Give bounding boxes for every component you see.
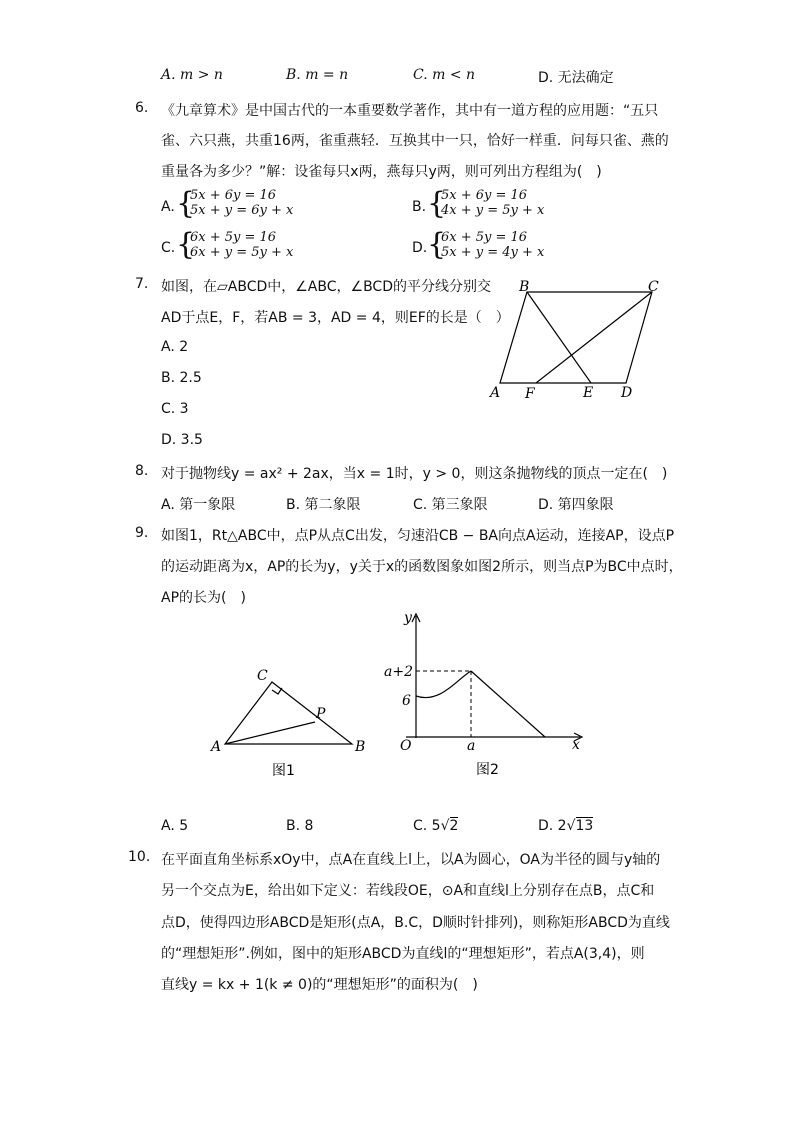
q9-number: 9. — [135, 525, 149, 541]
sqrt-symbol: √ — [440, 818, 450, 834]
label-d: D — [621, 385, 633, 401]
fig2-x-label: x — [572, 737, 580, 753]
q10-line-1: 在平面直角坐标系xOy中，点A在直线上l上，以A为圆心，OA为半径的圆与y轴的 — [161, 852, 661, 868]
label-a: A — [490, 385, 501, 401]
q9-option-d — [538, 818, 593, 834]
label-e: E — [583, 385, 594, 401]
fig1-label-a: A — [211, 739, 222, 755]
q6-option-c-brace: { — [176, 227, 196, 262]
q7-line-1: 如图，在▱ABCD中，∠ABC，∠BCD的平分线分别交 — [161, 279, 491, 295]
fig2-six-label: 6 — [402, 693, 411, 709]
fig2-caption: 图2 — [476, 762, 499, 778]
q5-option-b: B. m = n — [286, 67, 349, 83]
q7-line-2: AD于点E，F，若AB = 3，AD = 4，则EF的长是（ ） — [161, 310, 510, 326]
fig1-label-b: B — [355, 739, 366, 755]
q6-option-b-eq2: 4x + y = 5y + x — [441, 203, 545, 218]
q6-option-b-brace: { — [427, 186, 447, 221]
q6-option-b-eq1: 5x + 6y = 16 — [441, 188, 528, 203]
q7-option-a: A. 2 — [161, 339, 189, 355]
q9-option-c-radicand: 2 — [449, 818, 459, 834]
q9-option-d-prefix: D. 2 — [538, 818, 567, 834]
sqrt-symbol: √ — [566, 818, 576, 834]
q7-option-b: B. 2.5 — [161, 370, 202, 386]
bisector-cf — [536, 292, 652, 383]
q6-option-c-label: C. — [161, 240, 176, 256]
q7-option-d: D. 3.5 — [161, 432, 203, 448]
q10-line-5: 直线y = kx + 1(k ≠ 0)的“理想矩形”的面积为( ) — [161, 977, 478, 993]
q10-line-2: 另一个交点为E，给出如下定义：若线段OE，⊙A和直线l上分别存在点B，点C和 — [161, 883, 655, 899]
q6-option-d-brace: { — [427, 227, 447, 262]
label-f: F — [525, 386, 535, 402]
q9-option-c-prefix: C. 5 — [413, 818, 441, 834]
fig1-label-p: P — [316, 706, 326, 722]
fig2-origin-label: O — [400, 738, 412, 754]
q6-option-a-brace: { — [176, 186, 196, 221]
q5-option-a: A. m > n — [161, 67, 223, 83]
q9-figure-2 — [380, 608, 595, 783]
q7-number: 7. — [135, 276, 149, 292]
label-c: C — [648, 279, 659, 295]
q6-option-d-eq1: 6x + 5y = 16 — [441, 230, 528, 245]
fig2-a-label: a — [467, 738, 476, 754]
q9-line-2: 的运动距离为x，AP的长为y，y关于x的函数图象如图2所示，则当点P为BC中点时， — [161, 559, 683, 575]
q8-number: 8. — [135, 463, 149, 479]
q9-line-3: AP的长为( ) — [161, 590, 246, 606]
q8-line-1: 对于抛物线y = ax² + 2ax，当x = 1时，y > 0，则这条抛物线的顶点一定在( ) — [161, 466, 668, 482]
q9-figure-1 — [200, 660, 380, 785]
q6-line-2: 雀、六只燕，共重16两，雀重燕轻．互换其中一只，恰好一样重．问每只雀、燕的 — [161, 133, 669, 149]
q9-option-c — [413, 818, 458, 834]
q8-option-d: D. 第四象限 — [538, 497, 614, 513]
q6-option-d-eq2: 5x + y = 4y + x — [441, 245, 545, 260]
q8-option-b: B. 第二象限 — [286, 497, 361, 513]
label-b: B — [519, 279, 530, 295]
fig2-y-label: y — [404, 610, 412, 626]
bisector-be — [527, 292, 591, 383]
q6-option-a-eq2: 5x + y = 6y + x — [190, 203, 294, 218]
fig1-label-c: C — [257, 668, 268, 684]
q7-option-c: C. 3 — [161, 401, 189, 417]
q9-option-d-radicand: 13 — [575, 818, 594, 834]
q10-line-4: 的“理想矩形”.例如，图中的矩形ABCD为直线l的“理想矩形”，若点A(3,4)，则 — [161, 946, 645, 962]
triangle-abc — [225, 682, 352, 744]
q9-option-a: A. 5 — [161, 818, 189, 834]
q8-option-a: A. 第一象限 — [161, 497, 236, 513]
q10-line-3: 点D，使得四边形ABCD是矩形(点A，B.C，D顺时针排列)，则称矩形ABCD为直线 — [161, 915, 670, 931]
q6-line-1: 《九章算术》是中国古代的一本重要数学著作，其中有一道方程的应用题：“五只 — [161, 103, 659, 119]
q6-option-b-label: B. — [412, 199, 427, 215]
q8-option-c: C. 第三象限 — [413, 497, 488, 513]
decreasing-segment — [471, 671, 545, 737]
q6-line-3: 重量各为多少？”解：设雀每只x两，燕每只y两，则可列出方程组为( ) — [161, 164, 602, 180]
q9-option-b: B. 8 — [286, 818, 314, 834]
curve-segment — [416, 671, 471, 698]
q6-option-a-eq1: 5x + 6y = 16 — [190, 188, 277, 203]
q6-option-c-eq2: 6x + y = 5y + x — [190, 245, 294, 260]
q10-number: 10. — [128, 849, 151, 865]
parallelogram-abcd — [500, 292, 652, 383]
q6-number: 6. — [135, 100, 149, 116]
q9-line-1: 如图1，Rt△ABC中，点P从点C出发，匀速沿CB − BA向点A运动，连接AP，设点P — [161, 528, 675, 544]
fig2-top-label: a+2 — [384, 664, 413, 680]
q7-parallelogram-figure — [480, 272, 680, 407]
q6-option-c-eq1: 6x + 5y = 16 — [190, 230, 277, 245]
q6-option-d-label: D. — [412, 240, 428, 256]
q6-option-a-label: A. — [161, 199, 175, 215]
q5-option-d: D. 无法确定 — [538, 70, 614, 86]
fig1-caption: 图1 — [272, 763, 295, 779]
q5-option-c: C. m < n — [413, 67, 476, 83]
